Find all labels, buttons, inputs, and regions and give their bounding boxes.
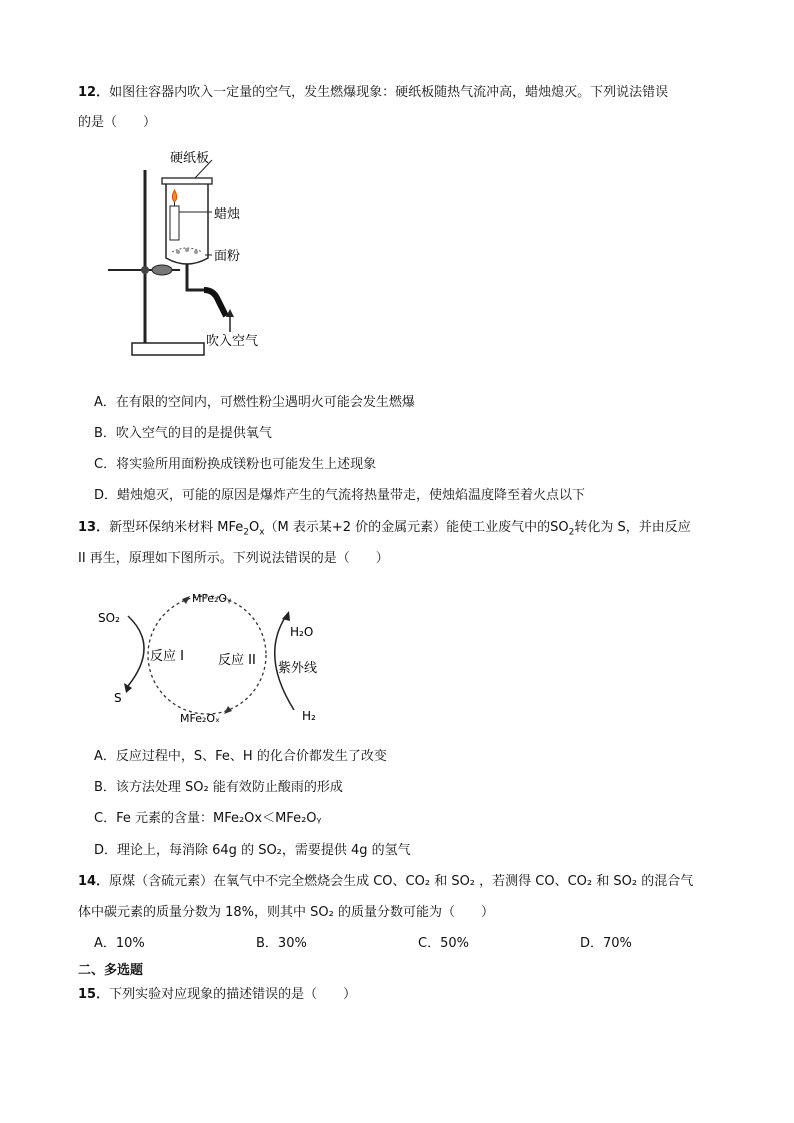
label-bottom: MFe₂Oₓ bbox=[180, 712, 220, 725]
label-air: 吹入空气 bbox=[206, 334, 259, 349]
q14-option-d: D．70% bbox=[580, 936, 632, 951]
q15-number: 15． bbox=[78, 987, 110, 1002]
q13-text-e: （M 表示某+2 价的金属元素）能使工业废气中的SO bbox=[264, 520, 569, 535]
q15-stem-line1 bbox=[78, 986, 356, 1004]
label-h2: H₂ bbox=[302, 709, 316, 723]
q13-sub-2: 2 bbox=[243, 527, 249, 538]
label-uv: 紫外线 bbox=[278, 661, 318, 676]
label-r1: 反应 I bbox=[150, 649, 184, 664]
label-s: S bbox=[114, 691, 122, 705]
q12-stem-line1 bbox=[78, 84, 668, 102]
q13-stem-line1 bbox=[78, 519, 691, 542]
q13-option-a: A．反应过程中，S、Fe、H 的化合价都发生了改变 bbox=[94, 749, 387, 764]
q13-sub-so2: 2 bbox=[568, 527, 575, 538]
q14-option-a: A．10% bbox=[94, 936, 145, 951]
q12-option-c: C．将实验所用面粉换成镁粉也可能发生上述现象 bbox=[94, 457, 377, 472]
label-r2: 反应 II bbox=[218, 653, 256, 668]
q14-option-b: B．30% bbox=[256, 936, 307, 951]
q14-text: 原煤（含硫元素）在氧气中不完全燃烧会生成 CO、CO₂ 和 SO₂ ，若测得 CO、CO₂ 和 SO₂ 的混合气 bbox=[109, 874, 694, 889]
label-h2o: H₂O bbox=[290, 625, 314, 639]
q13-number: 13． bbox=[78, 520, 110, 535]
q13-option-c: C．Fe 元素的含量：MFe₂Ox＜MFe₂Oᵧ bbox=[94, 811, 322, 826]
q14-number: 14． bbox=[78, 874, 110, 889]
q12-option-a: A．在有限的空间内，可燃性粉尘遇明火可能会发生燃爆 bbox=[94, 395, 415, 410]
q15-text: 下列实验对应现象的描述错误的是（ ） bbox=[109, 987, 357, 1002]
q12-text: 如图往容器内吹入一定量的空气，发生燃爆现象：硬纸板随热气流冲高，蜡烛熄灭。下列说法错误 bbox=[109, 85, 669, 100]
q13-text-g: 转化为 S，并由反应 bbox=[574, 520, 691, 535]
q13-stem-line2: II 再生，原理如下图所示。下列说法错误的是（ ） bbox=[78, 551, 389, 566]
q12-apparatus-figure bbox=[100, 140, 280, 365]
label-flour: 面粉 bbox=[214, 249, 241, 264]
q13-text-a: 新型环保纳米材料 MFe bbox=[109, 520, 244, 535]
label-candle: 蜡烛 bbox=[214, 207, 241, 222]
q13-text-c: O bbox=[248, 520, 260, 535]
q12-option-b: B．吹入空气的目的是提供氧气 bbox=[94, 426, 272, 441]
q12-option-d: D．蜡烛熄灭，可能的原因是爆炸产生的气流将热量带走，使烛焰温度降至着火点以下 bbox=[94, 488, 586, 503]
q14-stem-line1 bbox=[78, 873, 693, 891]
section-title: 二、多选题 bbox=[78, 963, 144, 978]
label-so2: SO₂ bbox=[98, 611, 120, 625]
q14-stem-line2: 体中碳元素的质量分数为 18%，则其中 SO₂ 的质量分数可能为（ ） bbox=[78, 905, 494, 920]
q13-option-d: D．理论上，每消除 64g 的 SO₂，需要提供 4g 的氢气 bbox=[94, 843, 411, 858]
label-board: 硬纸板 bbox=[170, 151, 210, 166]
q13-cycle-diagram bbox=[90, 586, 340, 730]
label-top: MFe₂Oᵧ bbox=[192, 592, 232, 605]
q12-number: 12． bbox=[78, 85, 110, 100]
q13-option-b: B．该方法处理 SO₂ 能有效防止酸雨的形成 bbox=[94, 780, 343, 795]
q13-sub-x: x bbox=[259, 527, 265, 538]
q12-stem-line2: 的是（ ） bbox=[78, 115, 157, 130]
q14-option-c: C．50% bbox=[418, 936, 469, 951]
